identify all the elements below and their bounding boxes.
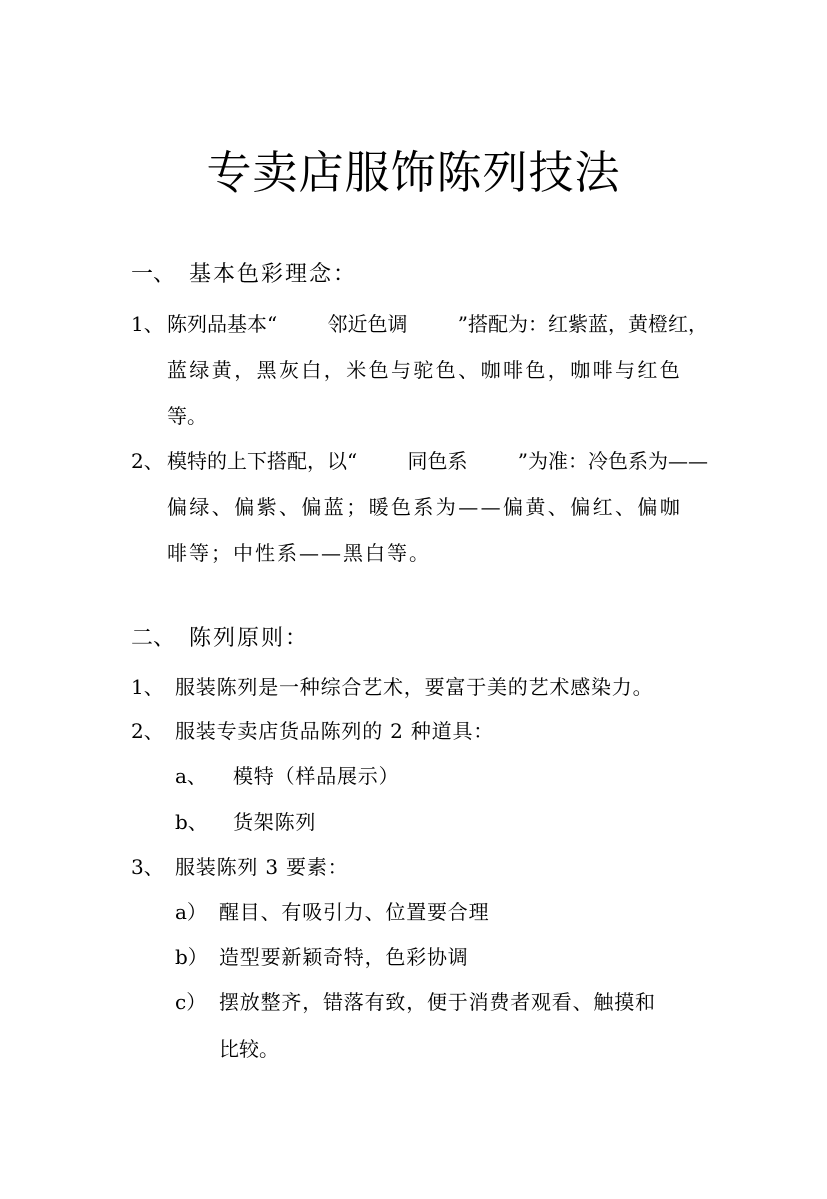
sub-list-text: 摆放整齐，错落有致，便于消费者观看、触摸和	[219, 990, 656, 1014]
section-title: 陈列原则：	[189, 626, 310, 651]
sub-list-label: b、	[175, 810, 208, 834]
section-heading-2	[131, 624, 531, 654]
section-number: 一、	[131, 262, 176, 287]
sub-list-label: b）	[175, 945, 208, 969]
paragraph-line: 服装陈列 3 要素：	[175, 855, 349, 879]
sub-list-text-continued: 比较。	[219, 1037, 279, 1061]
paragraph-line: 偏绿、偏紫、偏蓝；暖色系为——偏黄、偏红、偏咖	[167, 495, 683, 519]
list-number: 3、	[131, 855, 164, 879]
sub-list-label: a、	[175, 764, 207, 788]
paragraph-line: 服装专卖店货品陈列的 2 种道具：	[175, 719, 495, 743]
paragraph-line: 等。	[167, 404, 207, 428]
list-number: 1、	[131, 675, 164, 699]
paragraph-line: 服装陈列是一种综合艺术，要富于美的艺术感染力。	[175, 675, 654, 699]
paragraph-line: 蓝绿黄，黑灰白，米色与驼色、咖啡色，咖啡与红色	[167, 358, 683, 382]
sub-list-label: c）	[175, 990, 207, 1014]
list-number: 1、	[131, 312, 164, 336]
paragraph-line: 啡等；中性系——黑白等。	[167, 541, 431, 565]
text-segment: ”为准：冷色系为——	[517, 449, 708, 473]
list-number: 2、	[131, 719, 164, 743]
section-title: 基本色彩理念：	[189, 262, 358, 287]
list-number: 2、	[131, 449, 164, 473]
section-heading-1	[131, 260, 531, 290]
sub-list-text: 模特（样品展示）	[233, 764, 400, 788]
paragraph-line	[167, 310, 708, 338]
section-number: 二、	[131, 626, 176, 651]
sub-list-label: a）	[175, 900, 207, 924]
paragraph-line	[167, 447, 708, 475]
page-title: 专卖店服饰陈列技法	[206, 146, 621, 199]
emphasis-text: 邻近色调	[327, 312, 408, 336]
text-segment: 陈列品基本“	[167, 312, 278, 336]
sub-list-text: 造型要新颖奇特，色彩协调	[219, 945, 469, 969]
text-segment: ”搭配为：红紫蓝，黄橙红，	[457, 312, 708, 336]
emphasis-text: 同色系	[407, 449, 468, 473]
text-segment: 模特的上下搭配，以“	[167, 449, 358, 473]
sub-list-text: 醒目、有吸引力、位置要合理	[219, 900, 490, 924]
sub-list-text: 货架陈列	[233, 810, 317, 834]
